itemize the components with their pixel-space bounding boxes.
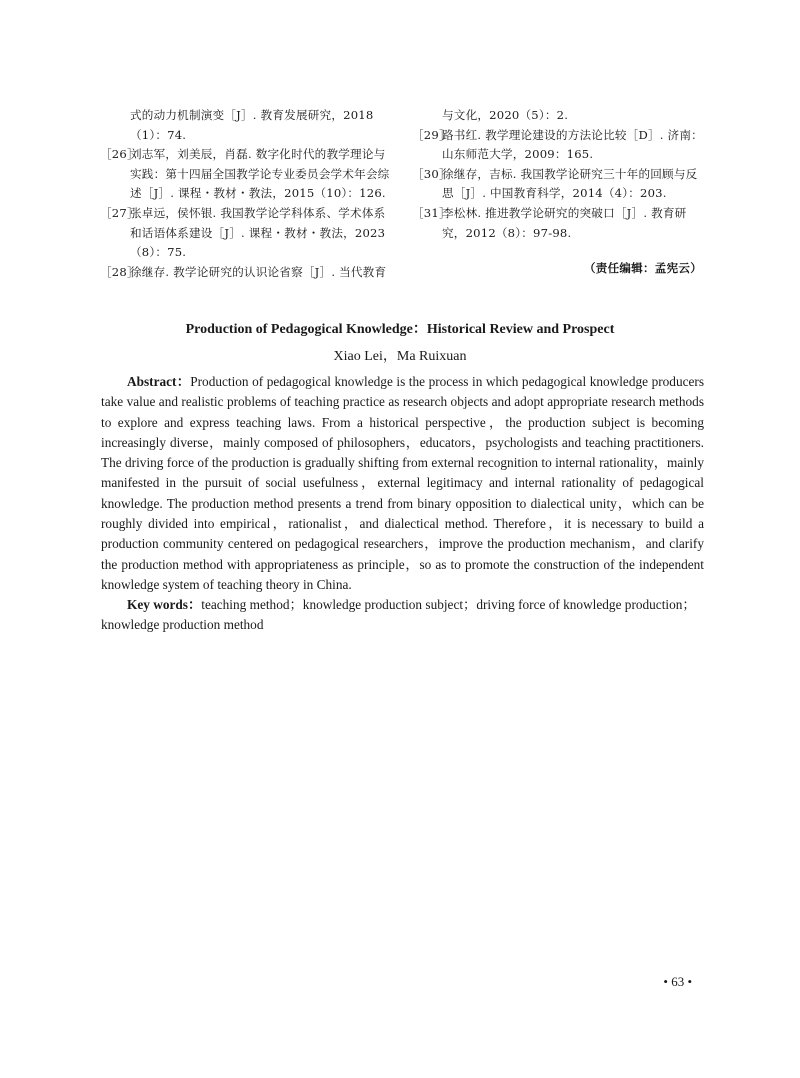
reference-text: 与文化，2020（5）：2.	[442, 108, 569, 122]
reference-text: 刘志军，刘美辰，肖磊. 数字化时代的教学理论与实践：第十四届全国教学论专业委员会学术年会综述［J］. 课程・教材・教法，2015（10）：126.	[130, 147, 390, 201]
reference-text: 李松林. 推进教学论研究的突破口［J］. 教育研究，2012（8）：97-98.	[442, 205, 687, 240]
reference-number: ［26］	[100, 147, 139, 162]
reference-text: 徐继存. 教学论研究的认识论省察［J］. 当代教育	[130, 264, 387, 279]
reference-item	[100, 263, 392, 283]
keywords-text: teaching method；knowledge production subject；driving force of knowledge production；knowledge production method	[101, 597, 696, 633]
reference-item	[100, 106, 392, 145]
reference-text: 徐继存，吉标. 我国教学论研究三十年的回顾与反思［J］. 中国教育科学，2014（4）：203.	[442, 166, 698, 201]
reference-item	[412, 126, 704, 165]
reference-number: ［28］	[100, 264, 139, 279]
article-title: Production of Pedagogical Knowledge：Historical Review and Prospect	[185, 322, 615, 337]
abstract-paragraph	[101, 372, 704, 595]
reference-text: 张卓远，侯怀银. 我国教学论学科体系、学术体系和话语体系建设［J］. 课程・教材・教法，2023（8）：75.	[130, 205, 386, 260]
keywords-paragraph	[101, 595, 704, 636]
reference-number: ［30］	[412, 166, 451, 181]
article-authors: Xiao Lei，Ma Ruixuan	[333, 349, 467, 364]
reference-item	[412, 204, 704, 243]
keywords-label: Key words：	[127, 597, 202, 612]
page-number: • 63 •	[663, 974, 692, 989]
reference-text: 路书红. 教学理论建设的方法论比较［D］. 济南：山东师范大学，2009：165.	[442, 127, 703, 162]
references-right-column	[412, 106, 704, 282]
abstract-text: Production of pedagogical knowledge is the process in which pedagogical knowledge producers take value and realistic problems of teaching practice as research objects and adopt appropriate research methods to explore and express teaching laws. From a historical perspective，the production subject is becoming increasingly diverse，mainly composed of philosophers，educators，psychologists and teaching practitioners. The driving force of the production is gradually shifting from external recognition to internal rationality，mainly manifested in the pursuit of social usefulness，external legitimacy and internal rationality of pedagogical knowledge. The production method presents a trend from binary opposition to dialectical unity，which can be roughly divided into empirical，rationalist，and dialectical method. Therefore，it is necessary to build a production community centered on pedagogical researchers，improve the production mechanism，and clarify the production method with appropriateness as principle，so as to promote the construction of the independent knowledge system of teaching theory in China.	[101, 374, 705, 592]
references-section	[100, 106, 704, 282]
reference-text: 式的动力机制演变［J］. 教育发展研究，2018（1）：74.	[130, 108, 374, 142]
reference-item	[100, 204, 392, 263]
reference-item	[412, 106, 704, 126]
abstract-label: Abstract：	[127, 374, 191, 389]
reference-number: ［31］	[412, 205, 451, 220]
responsible-editor: （责任编辑：孟宪云）	[584, 261, 702, 275]
reference-item	[100, 145, 392, 204]
reference-item	[412, 165, 704, 204]
reference-number: ［29］	[412, 127, 451, 142]
reference-number: ［27］	[100, 205, 139, 220]
references-left-column	[100, 106, 392, 282]
